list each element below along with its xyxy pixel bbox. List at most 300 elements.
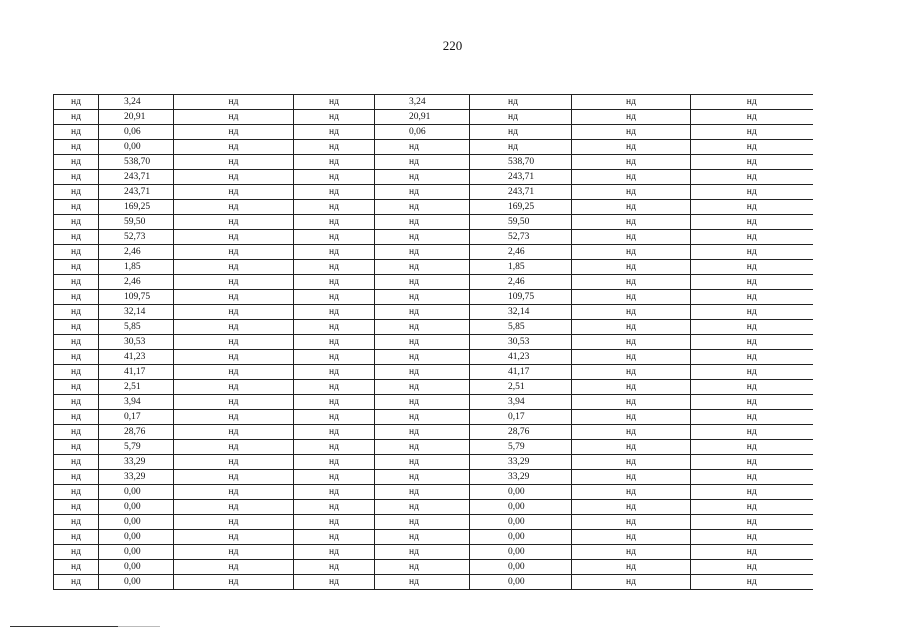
table-cell: нд: [375, 320, 470, 335]
table-cell: 3,24: [99, 95, 174, 110]
table-row: [54, 440, 813, 455]
table-cell: нд: [54, 170, 99, 185]
table-row: [54, 95, 813, 110]
table-cell: нд: [572, 365, 691, 380]
table-cell: нд: [294, 185, 375, 200]
table-cell: нд: [174, 410, 294, 425]
table-cell: нд: [54, 515, 99, 530]
table-cell: 2,46: [99, 245, 174, 260]
table-cell: нд: [691, 470, 813, 485]
table-cell: нд: [691, 260, 813, 275]
table-cell: нд: [54, 155, 99, 170]
table-cell: нд: [375, 305, 470, 320]
table-cell: нд: [294, 125, 375, 140]
table-cell: нд: [572, 425, 691, 440]
table-cell: нд: [375, 170, 470, 185]
table-cell: нд: [572, 470, 691, 485]
table-cell: нд: [174, 125, 294, 140]
page-number: 220: [442, 38, 463, 53]
table-cell: нд: [572, 500, 691, 515]
table-cell: нд: [691, 560, 813, 575]
table-cell: нд: [54, 530, 99, 545]
table-cell: нд: [375, 440, 470, 455]
table-cell: 0,17: [99, 410, 174, 425]
footnote-separator-faint: [118, 626, 160, 627]
table-cell: нд: [375, 530, 470, 545]
table-cell: 33,29: [99, 470, 174, 485]
table-cell: нд: [375, 245, 470, 260]
table-cell: нд: [54, 185, 99, 200]
table-cell: нд: [572, 140, 691, 155]
table-cell: нд: [174, 275, 294, 290]
table-cell: нд: [294, 290, 375, 305]
table-cell: нд: [572, 515, 691, 530]
table-cell: нд: [294, 95, 375, 110]
table-cell: нд: [375, 395, 470, 410]
table-cell: 41,23: [470, 350, 572, 365]
table-cell: 2,46: [99, 275, 174, 290]
table-row: [54, 125, 813, 140]
table-cell: нд: [375, 410, 470, 425]
table-cell: нд: [54, 545, 99, 560]
table-cell: 0,00: [470, 560, 572, 575]
table-cell: нд: [54, 410, 99, 425]
table-cell: 243,71: [470, 170, 572, 185]
table-cell: нд: [174, 485, 294, 500]
table-cell: 0,00: [470, 515, 572, 530]
table-cell: нд: [375, 515, 470, 530]
table-cell: 243,71: [99, 170, 174, 185]
table-cell: 0,00: [99, 500, 174, 515]
table-cell: 20,91: [375, 110, 470, 125]
table-cell: нд: [691, 320, 813, 335]
table-cell: нд: [294, 320, 375, 335]
table-cell: 59,50: [99, 215, 174, 230]
table-cell: нд: [54, 575, 99, 590]
table-cell: 243,71: [470, 185, 572, 200]
table-cell: нд: [54, 95, 99, 110]
table-cell: нд: [375, 335, 470, 350]
table-cell: нд: [375, 260, 470, 275]
table-cell: нд: [54, 335, 99, 350]
table-cell: нд: [174, 365, 294, 380]
table-row: [54, 410, 813, 425]
table-cell: 0,00: [99, 515, 174, 530]
table-cell: нд: [572, 125, 691, 140]
table-cell: нд: [572, 110, 691, 125]
table-cell: нд: [174, 470, 294, 485]
table-cell: нд: [54, 140, 99, 155]
table-cell: 3,24: [375, 95, 470, 110]
table-cell: нд: [54, 395, 99, 410]
table-cell: нд: [294, 305, 375, 320]
table-row: [54, 290, 813, 305]
table-cell: 0,00: [470, 530, 572, 545]
table-row: [54, 350, 813, 365]
table-cell: нд: [174, 185, 294, 200]
table-cell: нд: [375, 290, 470, 305]
table-row: [54, 155, 813, 170]
table-cell: нд: [294, 275, 375, 290]
table-cell: нд: [294, 470, 375, 485]
table-cell: нд: [174, 545, 294, 560]
table-row: [54, 515, 813, 530]
table-cell: нд: [54, 440, 99, 455]
table-cell: нд: [174, 320, 294, 335]
table-cell: нд: [294, 515, 375, 530]
table-row: [54, 560, 813, 575]
table-cell: нд: [470, 125, 572, 140]
table-cell: нд: [691, 455, 813, 470]
table-cell: 52,73: [470, 230, 572, 245]
table-cell: нд: [572, 350, 691, 365]
table-cell: нд: [572, 410, 691, 425]
table-cell: 2,46: [470, 245, 572, 260]
table-row: [54, 140, 813, 155]
table-cell: нд: [572, 260, 691, 275]
table-cell: нд: [691, 575, 813, 590]
table-cell: нд: [294, 410, 375, 425]
table-cell: 169,25: [470, 200, 572, 215]
table-cell: нд: [572, 95, 691, 110]
table-cell: нд: [54, 200, 99, 215]
table-cell: нд: [54, 275, 99, 290]
table-cell: нд: [572, 305, 691, 320]
table-cell: нд: [294, 170, 375, 185]
table-cell: нд: [572, 245, 691, 260]
table-cell: нд: [174, 140, 294, 155]
table-row: [54, 455, 813, 470]
table-cell: нд: [54, 245, 99, 260]
table-cell: нд: [572, 215, 691, 230]
table-cell: нд: [54, 560, 99, 575]
table-cell: нд: [691, 155, 813, 170]
table-cell: нд: [691, 395, 813, 410]
table-row: [54, 170, 813, 185]
table-cell: нд: [375, 350, 470, 365]
table-cell: 0,06: [99, 125, 174, 140]
table-cell: нд: [174, 200, 294, 215]
table-cell: нд: [174, 530, 294, 545]
table-cell: нд: [572, 155, 691, 170]
table-cell: 0,00: [99, 140, 174, 155]
table-cell: нд: [174, 455, 294, 470]
table-cell: нд: [54, 110, 99, 125]
table-cell: 30,53: [99, 335, 174, 350]
table-row: [54, 395, 813, 410]
footnote-separator: [10, 626, 118, 627]
table-cell: 33,29: [99, 455, 174, 470]
table-cell: нд: [375, 380, 470, 395]
table-cell: нд: [54, 425, 99, 440]
table-row: [54, 185, 813, 200]
table-cell: 0,00: [470, 575, 572, 590]
table-cell: нд: [691, 95, 813, 110]
table-row: [54, 485, 813, 500]
table-cell: 32,14: [470, 305, 572, 320]
table-cell: нд: [375, 560, 470, 575]
table-cell: нд: [174, 560, 294, 575]
table-cell: нд: [294, 140, 375, 155]
table-cell: нд: [572, 335, 691, 350]
table-cell: нд: [691, 515, 813, 530]
table-cell: 28,76: [99, 425, 174, 440]
table-cell: нд: [294, 110, 375, 125]
table-cell: нд: [691, 485, 813, 500]
table-cell: 41,17: [99, 365, 174, 380]
table-cell: нд: [572, 455, 691, 470]
table-cell: нд: [294, 155, 375, 170]
table-cell: нд: [174, 305, 294, 320]
table-cell: нд: [375, 215, 470, 230]
table-cell: нд: [691, 530, 813, 545]
table-cell: нд: [572, 575, 691, 590]
table-cell: 32,14: [99, 305, 174, 320]
table-cell: 41,17: [470, 365, 572, 380]
table-cell: 169,25: [99, 200, 174, 215]
table-cell: нд: [54, 500, 99, 515]
table-cell: нд: [691, 305, 813, 320]
table-row: [54, 275, 813, 290]
table-cell: 3,94: [99, 395, 174, 410]
table-cell: нд: [174, 440, 294, 455]
table-cell: нд: [572, 230, 691, 245]
table-cell: 33,29: [470, 470, 572, 485]
table-cell: 109,75: [470, 290, 572, 305]
table-cell: нд: [691, 410, 813, 425]
table-cell: нд: [174, 155, 294, 170]
table-cell: нд: [294, 575, 375, 590]
table-cell: 0,00: [99, 530, 174, 545]
table-row: [54, 380, 813, 395]
table-cell: нд: [174, 110, 294, 125]
table-cell: нд: [174, 290, 294, 305]
table-cell: нд: [294, 530, 375, 545]
table-cell: нд: [572, 275, 691, 290]
table-cell: 28,76: [470, 425, 572, 440]
table-row: [54, 320, 813, 335]
table-cell: нд: [294, 545, 375, 560]
table-cell: нд: [572, 290, 691, 305]
table-cell: 0,17: [470, 410, 572, 425]
table-cell: нд: [375, 275, 470, 290]
table-cell: нд: [294, 260, 375, 275]
table-cell: нд: [294, 230, 375, 245]
table-row: [54, 575, 813, 590]
table-cell: нд: [54, 350, 99, 365]
table-cell: нд: [54, 380, 99, 395]
table-cell: нд: [375, 455, 470, 470]
table-cell: нд: [691, 545, 813, 560]
table-row: [54, 305, 813, 320]
table-cell: нд: [294, 365, 375, 380]
table-cell: нд: [54, 230, 99, 245]
table-row: [54, 200, 813, 215]
table-cell: нд: [572, 395, 691, 410]
table-cell: нд: [174, 515, 294, 530]
table-cell: нд: [691, 215, 813, 230]
table-cell: нд: [572, 380, 691, 395]
table-cell: нд: [691, 425, 813, 440]
table-cell: 538,70: [99, 155, 174, 170]
table-row: [54, 545, 813, 560]
table-cell: нд: [54, 485, 99, 500]
table-cell: нд: [294, 425, 375, 440]
table-cell: 52,73: [99, 230, 174, 245]
table-row: [54, 530, 813, 545]
table-cell: нд: [691, 350, 813, 365]
table-cell: нд: [572, 320, 691, 335]
table-cell: нд: [294, 560, 375, 575]
table-cell: 2,51: [99, 380, 174, 395]
table-cell: нд: [572, 440, 691, 455]
table-cell: нд: [174, 425, 294, 440]
table-cell: 0,06: [375, 125, 470, 140]
table-cell: 5,85: [99, 320, 174, 335]
table-cell: 0,00: [470, 500, 572, 515]
table-cell: нд: [572, 185, 691, 200]
table-cell: нд: [174, 215, 294, 230]
table-cell: нд: [691, 500, 813, 515]
table-cell: нд: [294, 380, 375, 395]
table-cell: 109,75: [99, 290, 174, 305]
table-cell: нд: [691, 170, 813, 185]
table-cell: 243,71: [99, 185, 174, 200]
table-cell: нд: [174, 230, 294, 245]
table-cell: нд: [54, 215, 99, 230]
table-row: [54, 500, 813, 515]
table-cell: 5,79: [470, 440, 572, 455]
table-cell: 0,00: [99, 560, 174, 575]
table-cell: нд: [572, 545, 691, 560]
table-cell: нд: [174, 380, 294, 395]
table-cell: нд: [691, 440, 813, 455]
table-row: [54, 365, 813, 380]
table-cell: нд: [375, 200, 470, 215]
table-cell: нд: [54, 455, 99, 470]
table-cell: 0,00: [470, 485, 572, 500]
table-cell: нд: [691, 230, 813, 245]
table-cell: нд: [375, 140, 470, 155]
table-cell: 59,50: [470, 215, 572, 230]
table-cell: нд: [294, 215, 375, 230]
table-row: [54, 215, 813, 230]
table-cell: нд: [691, 185, 813, 200]
table-cell: нд: [54, 320, 99, 335]
table-cell: нд: [572, 530, 691, 545]
table-cell: нд: [174, 350, 294, 365]
table-cell: 538,70: [470, 155, 572, 170]
table-cell: нд: [691, 125, 813, 140]
table-cell: нд: [572, 560, 691, 575]
table-cell: нд: [54, 290, 99, 305]
table-cell: нд: [174, 95, 294, 110]
table-cell: нд: [174, 170, 294, 185]
table-cell: нд: [691, 110, 813, 125]
table-cell: нд: [691, 365, 813, 380]
table-cell: 20,91: [99, 110, 174, 125]
table-cell: 30,53: [470, 335, 572, 350]
table-cell: 33,29: [470, 455, 572, 470]
table-row: [54, 245, 813, 260]
table-cell: нд: [54, 365, 99, 380]
table-cell: нд: [54, 305, 99, 320]
table-cell: нд: [470, 110, 572, 125]
table-cell: нд: [691, 245, 813, 260]
table-cell: нд: [294, 500, 375, 515]
table-cell: нд: [174, 260, 294, 275]
table-cell: 5,85: [470, 320, 572, 335]
table-cell: нд: [294, 350, 375, 365]
table-cell: нд: [174, 500, 294, 515]
table-cell: нд: [375, 185, 470, 200]
table-cell: нд: [375, 230, 470, 245]
table-row: [54, 425, 813, 440]
table-row: [54, 470, 813, 485]
table-cell: 41,23: [99, 350, 174, 365]
table-cell: нд: [691, 290, 813, 305]
table-cell: нд: [375, 425, 470, 440]
table-cell: нд: [470, 95, 572, 110]
table-row: [54, 260, 813, 275]
table-cell: нд: [691, 140, 813, 155]
table-cell: 1,85: [99, 260, 174, 275]
table-cell: нд: [54, 260, 99, 275]
table-cell: нд: [174, 575, 294, 590]
table-cell: нд: [691, 380, 813, 395]
table-cell: нд: [294, 395, 375, 410]
table-cell: 5,79: [99, 440, 174, 455]
table-cell: нд: [572, 485, 691, 500]
table-cell: нд: [294, 335, 375, 350]
table-cell: нд: [572, 200, 691, 215]
table-cell: нд: [174, 395, 294, 410]
table-cell: 0,00: [99, 485, 174, 500]
table-row: [54, 230, 813, 245]
table-cell: нд: [54, 470, 99, 485]
table-cell: нд: [294, 245, 375, 260]
table-cell: 0,00: [99, 575, 174, 590]
table-cell: нд: [375, 485, 470, 500]
table-cell: нд: [294, 455, 375, 470]
table-cell: нд: [572, 170, 691, 185]
table-cell: нд: [470, 140, 572, 155]
table-cell: нд: [691, 335, 813, 350]
table-cell: нд: [375, 545, 470, 560]
table-row: [54, 110, 813, 125]
table-cell: 3,94: [470, 395, 572, 410]
table-cell: нд: [691, 200, 813, 215]
table-cell: 2,51: [470, 380, 572, 395]
table-cell: 0,00: [470, 545, 572, 560]
table-cell: нд: [174, 335, 294, 350]
table-cell: нд: [174, 245, 294, 260]
table-cell: нд: [54, 125, 99, 140]
table-cell: 1,85: [470, 260, 572, 275]
table-cell: нд: [375, 155, 470, 170]
table-cell: нд: [375, 575, 470, 590]
table-body: [54, 95, 813, 590]
table-cell: нд: [294, 200, 375, 215]
table-cell: нд: [375, 470, 470, 485]
table-cell: нд: [375, 500, 470, 515]
table-row: [54, 335, 813, 350]
data-table: [53, 94, 813, 590]
table-cell: нд: [375, 365, 470, 380]
table-cell: 0,00: [99, 545, 174, 560]
table-cell: 2,46: [470, 275, 572, 290]
table-cell: нд: [691, 275, 813, 290]
